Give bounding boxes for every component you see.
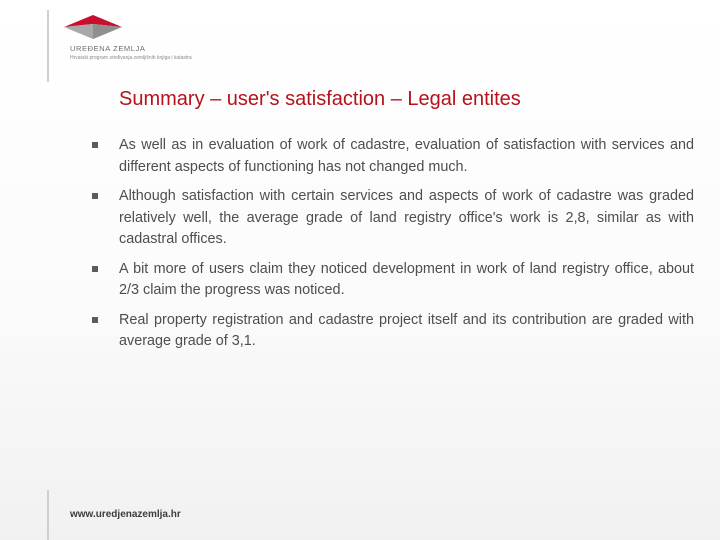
square-bullet-icon [92,142,98,148]
bullet-item [92,186,694,251]
slide-title: Summary – user's satisfaction – Legal entites [119,88,521,110]
square-bullet-icon [92,193,98,199]
bullet-item [92,135,694,178]
bullet-text: As well as in evaluation of work of cadastre, evaluation of satisfaction with services and different aspects of functioning has not changed much. [119,137,694,175]
logo-icon [62,12,124,42]
header-divider [47,10,49,82]
square-bullet-icon [92,266,98,272]
square-bullet-icon [92,317,98,323]
footer-url: www.uredjenazemlja.hr [70,509,181,520]
bullet-text: A bit more of users claim they noticed development in work of land registry office, about 2/3 claim the progress was noticed. [119,260,694,298]
bullet-text: Real property registration and cadastre project itself and its contribution are graded with average grade of 3,1. [119,311,694,349]
logo-name: UREĐENA ZEMLJA [70,44,146,53]
logo-tagline: Hrvatski program sređivanja zemljišnih knjiga i katastra [70,55,192,61]
bullet-item [92,259,694,302]
bullet-text: Although satisfaction with certain services and aspects of work of cadastre was graded relatively well, the average grade of land registry office's work is 2,8, similar as with cadastral offices. [119,188,694,247]
bullet-item [92,310,694,353]
footer-divider [47,490,49,540]
bullet-list [92,135,694,361]
